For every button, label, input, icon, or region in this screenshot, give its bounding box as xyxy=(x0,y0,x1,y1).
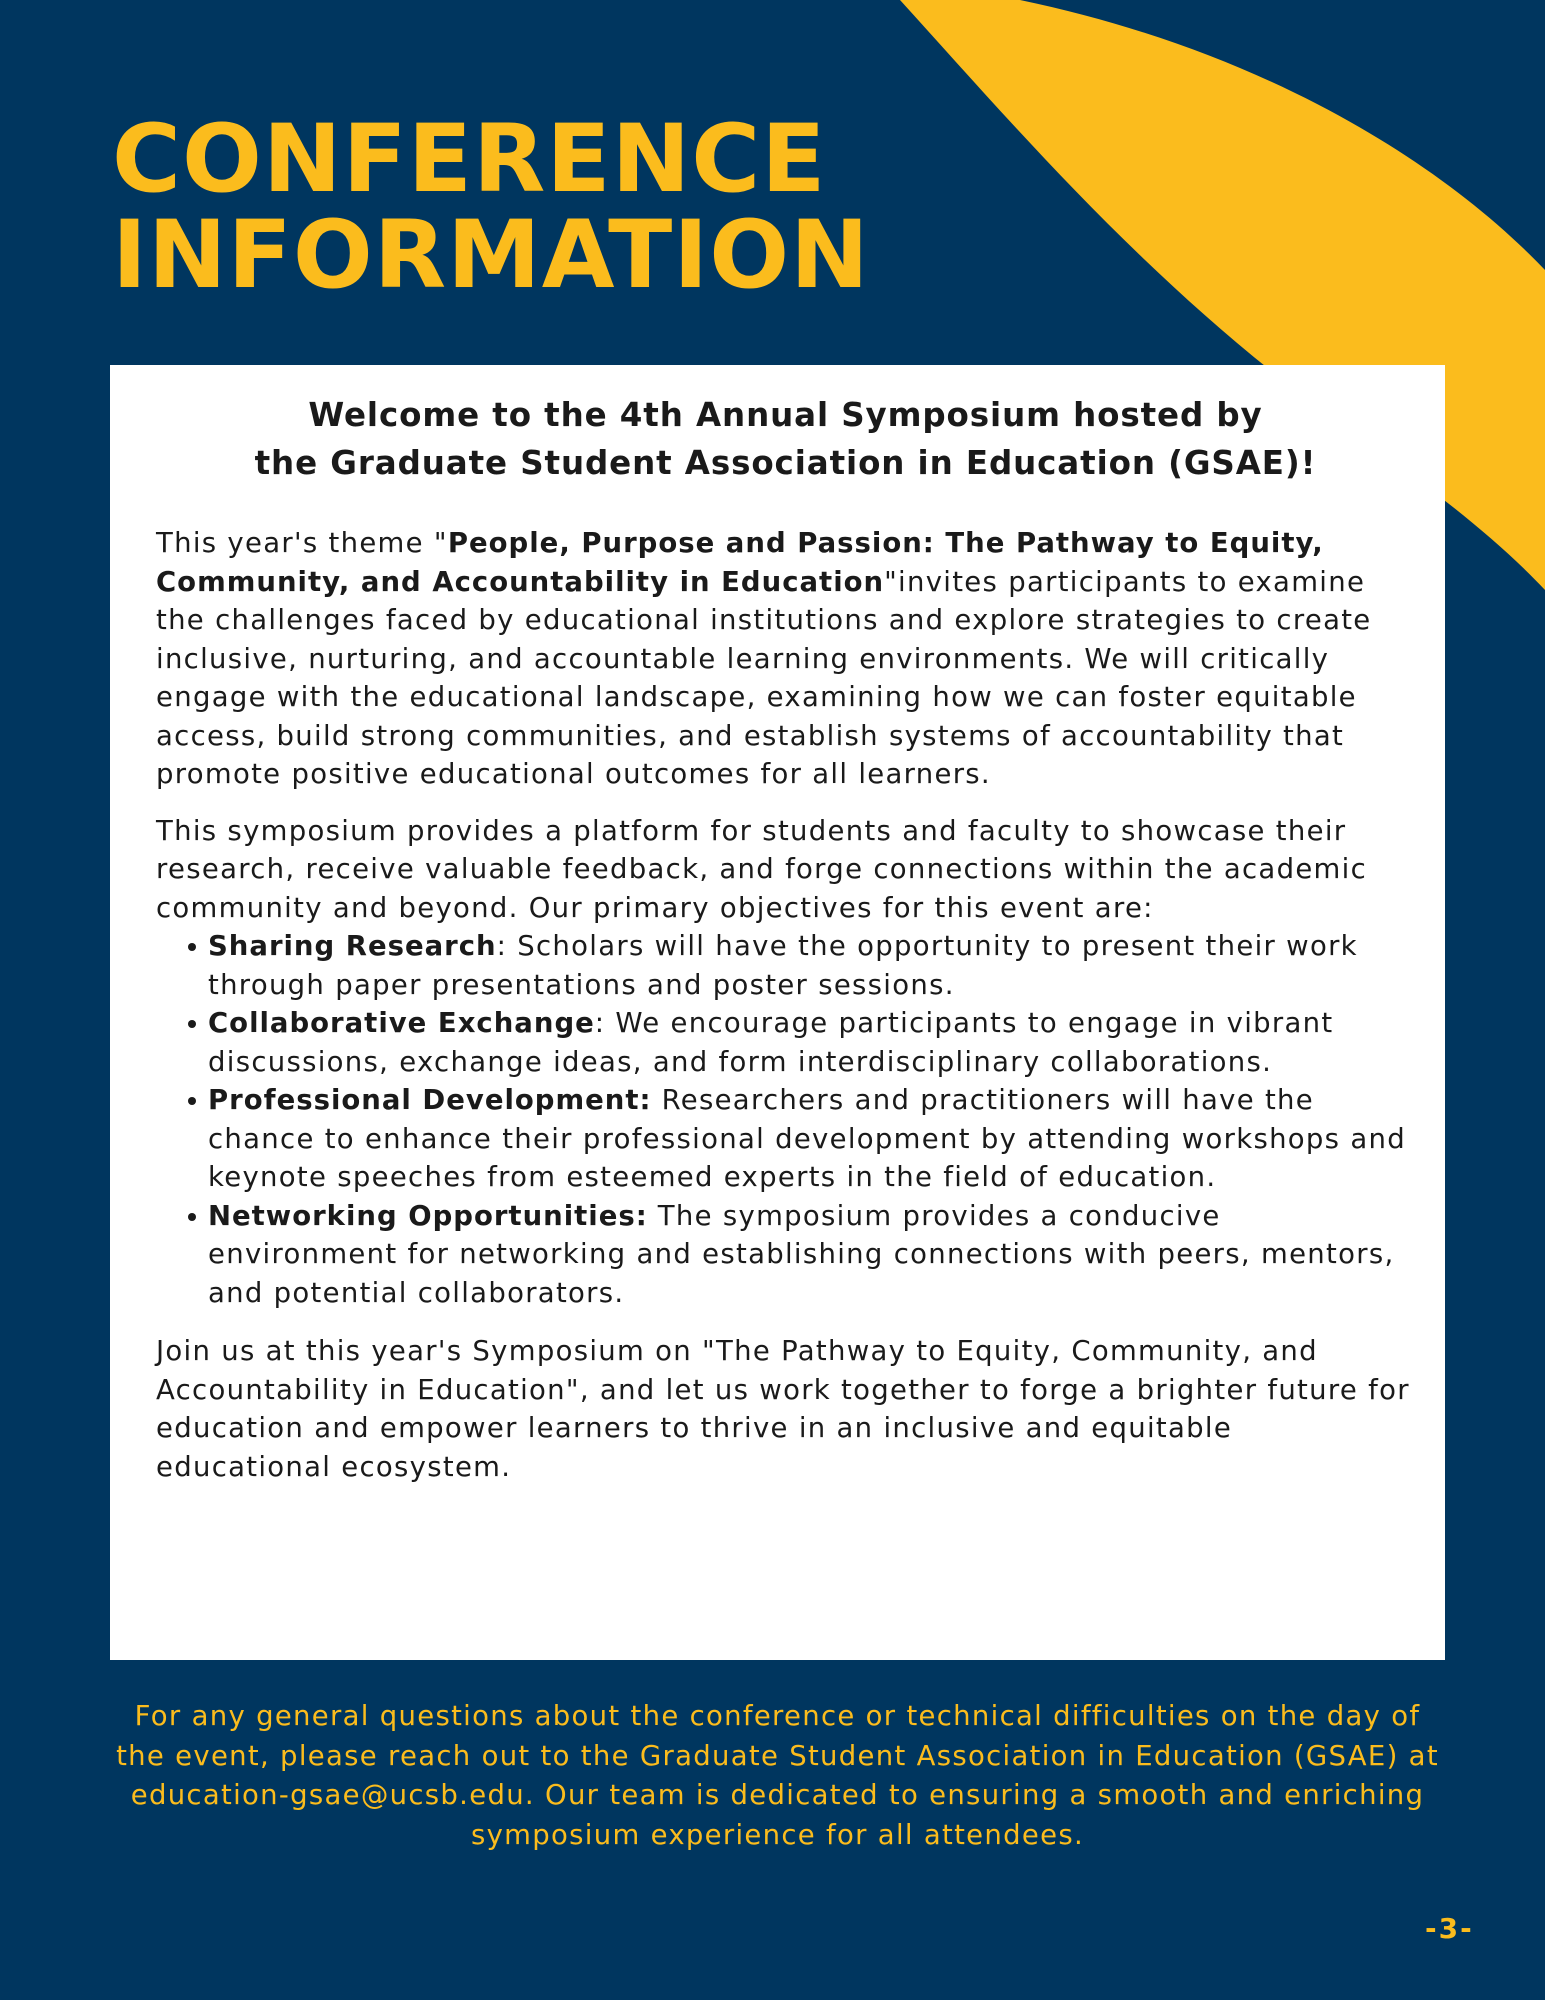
theme-intro: This year's theme " xyxy=(156,527,448,559)
list-item xyxy=(208,927,1415,1004)
list-item xyxy=(208,1081,1415,1197)
welcome-line-2: the Graduate Student Association in Education (GSAE)! xyxy=(254,444,1317,482)
page-number: -3- xyxy=(1425,1912,1474,1945)
closing-paragraph: Join us at this year's Symposium on "The Pathway to Equity, Community, and Accountability in Education", and let us work together to forge a brighter future for education and empower learners to thrive in an inclusive and equitable educational ecosystem. xyxy=(156,1335,1410,1483)
objective-title: Sharing Research xyxy=(208,930,497,962)
list-item xyxy=(208,1197,1415,1313)
theme-title: People, Purpose and Passion: The Pathway to Equity, Community, and Accountability in Education xyxy=(156,527,1324,598)
welcome-line-1: Welcome to the 4th Annual Symposium hosted by xyxy=(308,396,1263,434)
objective-separator xyxy=(652,1084,662,1116)
objective-separator xyxy=(648,1200,658,1232)
objective-title: Networking Opportunities: xyxy=(208,1199,648,1232)
info-card xyxy=(110,365,1445,1660)
heading-line-2: INFORMATION xyxy=(112,201,870,310)
objective-separator: : xyxy=(594,1007,616,1039)
welcome-title xyxy=(156,391,1415,487)
theme-description: "invites participants to examine the challenges faced by educational institutions and explore strategies to create inclusive, nurturing, and accountable learning environments. We will critically engage with the educational landscape, examining how we can foster equitable access, build strong communities, and establish systems of accountability that promote positive educational outcomes for all learners. xyxy=(156,565,1372,790)
objective-text: Researchers and practitioners will have the chance to enhance their professional development by attending workshops and keynote speeches from esteemed experts in the field of education. xyxy=(208,1084,1406,1193)
platform-paragraph: This symposium provides a platform for students and faculty to showcase their research, receive valuable feedback, and forge connections within the academic community and beyond. Our primary objectives for this event are: xyxy=(156,814,1367,924)
objective-title: Collaborative Exchange xyxy=(208,1007,595,1039)
objective-text: We encourage participants to engage in vibrant discussions, exchange ideas, and form interdisciplinary collaborations. xyxy=(208,1007,1334,1078)
objective-text: The symposium provides a conducive environment for networking and establishing connections with peers, mentors, and potential collaborators. xyxy=(208,1199,1395,1309)
objective-separator: : xyxy=(496,930,518,962)
objective-title: Professional Development: xyxy=(208,1084,652,1116)
heading-line-1: CONFERENCE xyxy=(112,105,827,214)
theme-paragraph xyxy=(156,524,1415,794)
objectives-list xyxy=(156,927,1415,1312)
list-item xyxy=(208,1004,1415,1081)
contact-note: For any general questions about the conference or technical difficulties on the day of the event, please reach out to the Graduate Student Association in Education (GSAE) at education-gsae@ucsb.edu. Our team is dedicated to ensuring a smooth and enriching symposium experience for all attendees. xyxy=(116,1700,1439,1851)
objective-text: Scholars will have the opportunity to present their work through paper presentations and poster sessions. xyxy=(208,930,1358,1001)
page-heading xyxy=(112,105,870,310)
